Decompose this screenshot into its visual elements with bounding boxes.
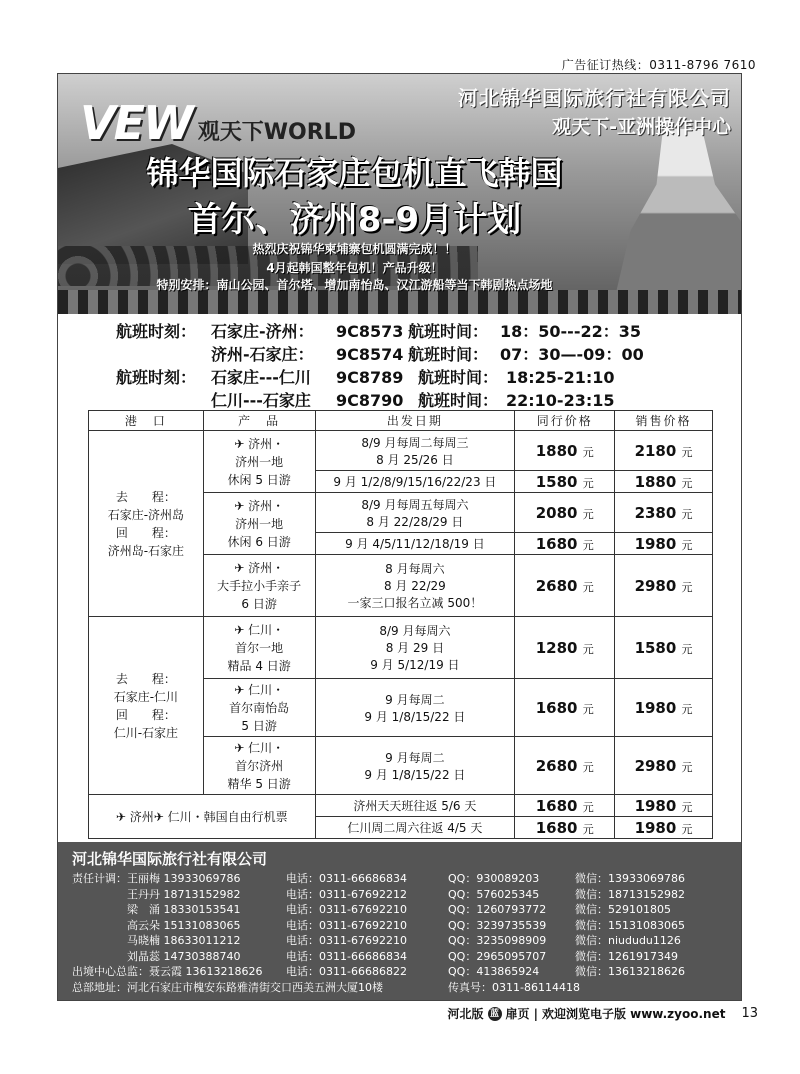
- contact-row: [72, 949, 727, 965]
- tagline-1: 热烈庆祝锦华柬埔寨包机圆满完成！！: [252, 242, 457, 256]
- date-cell: 9 月每周二 9 月 1/8/15/22 日: [315, 737, 515, 795]
- contact-wechat: 微信：15131083065: [575, 918, 685, 932]
- date-cell: 9 月 4/5/11/12/18/19 日: [315, 533, 515, 555]
- table-row: [89, 795, 713, 817]
- contact-row: [72, 933, 727, 949]
- pattern-strip: [58, 290, 741, 314]
- contact-qq: QQ：930089203: [448, 872, 540, 885]
- sale-price: 1880 元: [615, 471, 713, 493]
- col-product: 产 品: [203, 411, 315, 431]
- contact-phone: 电话：0311-66686834: [286, 872, 407, 885]
- col-port: 港 口: [89, 411, 204, 431]
- flight-row: [116, 389, 741, 412]
- flight-schedule: [58, 314, 741, 412]
- flight-time-label: 航班时间：: [408, 345, 489, 364]
- contact-name: 梁 涌 18330153541: [72, 903, 241, 916]
- flight-code: 9C8573: [336, 322, 404, 341]
- contact-name: 出境中心总监：聂云霞 13613218626: [72, 965, 263, 978]
- headline-1: 锦华国际石家庄包机直飞韩国: [146, 154, 563, 192]
- contact-phone: 电话：0311-67692210: [286, 934, 407, 947]
- address: 总部地址：河北石家庄市槐安东路雅清街交口西美五洲大厦10楼: [72, 980, 383, 994]
- flight-label: 航班时刻：: [116, 322, 197, 341]
- logo-main: VEW: [80, 96, 192, 150]
- flight-row: [116, 343, 741, 366]
- ad-hotline: 广告征订热线：0311-8796 7610: [561, 58, 756, 72]
- contact-phone: 电话：0311-66686822: [286, 965, 407, 978]
- contact-footer: [58, 842, 741, 1000]
- sale-price: 2380 元: [615, 493, 713, 533]
- col-peer-price: 同行价格: [515, 411, 615, 431]
- product-cell: ✈ 济州・ 济州一地 休闲 5 日游: [203, 431, 315, 493]
- contact-phone: 电话：0311-67692210: [286, 918, 407, 932]
- peer-price: 1680 元: [515, 533, 615, 555]
- contact-qq: QQ：3239735539: [448, 918, 547, 932]
- contact-wechat: 微信：18713152982: [575, 887, 685, 901]
- sale-price: 1580 元: [615, 617, 713, 679]
- product-cell: ✈ 济州・ 大手拉小手亲子 6 日游: [203, 555, 315, 617]
- tagline-2: 4月起韩国整年包机！产品升级！: [266, 261, 443, 275]
- flight-route: 石家庄-济州：: [211, 322, 314, 341]
- table-row: [89, 431, 713, 471]
- date-cell: 9 月每周二 9 月 1/8/15/22 日: [315, 679, 515, 737]
- contact-row: [72, 871, 727, 887]
- peer-price: 2680 元: [515, 555, 615, 617]
- date-cell: 8/9 月每周五每周六 8 月 22/28/29 日: [315, 493, 515, 533]
- contact-wechat: 微信：niududu1126: [575, 934, 681, 947]
- contact-qq: QQ：1260793772: [448, 903, 547, 916]
- logo-sub: 观天下WORLD: [197, 120, 356, 145]
- contact-name: 王丹丹 18713152982: [72, 887, 241, 901]
- ad-page: [57, 73, 742, 1001]
- sale-price: 1980 元: [615, 817, 713, 839]
- date-cell: 济州天天班往返 5/6 天: [315, 795, 515, 817]
- contact-list: [72, 871, 727, 980]
- product-cell: ✈ 仁川・ 首尔济州 精华 5 日游: [203, 737, 315, 795]
- flight-time: 18:25-21:10: [506, 368, 615, 387]
- peer-price: 2080 元: [515, 493, 615, 533]
- flight-route: 济州-石家庄：: [211, 345, 314, 364]
- flight-route: 仁川---石家庄: [211, 391, 311, 410]
- flight-time: 22:10-23:15: [506, 391, 615, 410]
- peer-price: 1580 元: [515, 471, 615, 493]
- edition: 河北版: [447, 1007, 484, 1021]
- free-ticket-cell: ✈ 济州✈ 仁川・韩国自由行机票: [89, 795, 316, 839]
- peer-price: 1680 元: [515, 679, 615, 737]
- sale-price: 1980 元: [615, 533, 713, 555]
- product-cell: ✈ 仁川・ 首尔一地 精品 4 日游: [203, 617, 315, 679]
- page-number: 13: [741, 1006, 758, 1021]
- sale-price: 2980 元: [615, 737, 713, 795]
- contact-name: 刘晶蕊 14730388740: [72, 949, 241, 963]
- peer-price: 2680 元: [515, 737, 615, 795]
- contact-row: [72, 887, 727, 903]
- welcome-text: 欢迎浏览电子版 www.zyoo.net: [541, 1007, 726, 1021]
- page-footer: 河北版 蓝 扉页 | 欢迎浏览电子版 www.zyoo.net 13: [447, 1006, 758, 1021]
- flight-time-label: 航班时间：: [408, 322, 489, 341]
- footer-title: 河北锦华国际旅行社有限公司: [72, 850, 268, 868]
- date-cell: 8/9 月每周六 8 月 29 日 9 月 5/12/19 日: [315, 617, 515, 679]
- date-cell: 8/9 月每周二每周三 8 月 25/26 日: [315, 431, 515, 471]
- flight-label: 航班时刻：: [116, 368, 197, 387]
- product-cell: ✈ 仁川・ 首尔南怡岛 5 日游: [203, 679, 315, 737]
- contact-wechat: 微信：529101805: [575, 903, 671, 916]
- port-cell: 去 程： 石家庄-仁川 回 程： 仁川-石家庄: [89, 617, 204, 795]
- col-sale-price: 销售价格: [615, 411, 713, 431]
- contact-wechat: 微信：13613218626: [575, 965, 685, 978]
- date-cell: 8 月每周六 8 月 22/29 一家三口报名立减 500！: [315, 555, 515, 617]
- contact-phone: 电话：0311-66686834: [286, 949, 407, 963]
- flight-code: 9C8789: [336, 368, 404, 387]
- flight-time-label: 航班时间：: [418, 391, 499, 410]
- contact-qq: QQ：413865924: [448, 965, 540, 978]
- edition-badge-icon: 蓝: [488, 1007, 502, 1021]
- table-row: [89, 617, 713, 679]
- peer-price: 1680 元: [515, 817, 615, 839]
- vew-logo: [80, 96, 356, 150]
- peer-price: 1280 元: [515, 617, 615, 679]
- contact-name: 马晓楠 18633011212: [72, 934, 241, 947]
- contact-row: [72, 964, 727, 980]
- contact-name: 责任计调：王丽梅 13933069786: [72, 872, 241, 885]
- contact-name: 高云朵 15131083065: [72, 918, 241, 932]
- contact-qq: QQ：3235098909: [448, 934, 547, 947]
- section-name: 扉页: [505, 1007, 530, 1021]
- contact-wechat: 微信：1261917349: [575, 949, 678, 963]
- fax: 传真号：0311-86114418: [448, 980, 580, 994]
- sale-price: 1980 元: [615, 795, 713, 817]
- operation-center: 观天下-亚洲操作中心: [552, 116, 731, 138]
- flight-row: [116, 320, 741, 343]
- flight-time-label: 航班时间：: [418, 368, 499, 387]
- contact-row: [72, 918, 727, 934]
- flight-time: 07：30—-09：00: [500, 345, 644, 364]
- port-cell: 去 程： 石家庄-济州岛 回 程： 济州岛-石家庄: [89, 431, 204, 617]
- flight-row: [116, 366, 741, 389]
- contact-phone: 电话：0311-67692212: [286, 887, 407, 901]
- price-table: [88, 410, 713, 839]
- date-cell: 9 月 1/2/8/9/15/16/22/23 日: [315, 471, 515, 493]
- peer-price: 1880 元: [515, 431, 615, 471]
- flight-time: 18：50---22：35: [500, 322, 641, 341]
- date-cell: 仁川周二周六往返 4/5 天: [315, 817, 515, 839]
- peer-price: 1680 元: [515, 795, 615, 817]
- address-row: [72, 980, 727, 996]
- contact-wechat: 微信：13933069786: [575, 872, 685, 885]
- tagline-3: 特别安排：南山公园、首尔塔、增加南怡岛、汉江游船等当下韩剧热点场地: [156, 278, 553, 292]
- flight-route: 石家庄---仁川: [211, 368, 311, 387]
- sale-price: 1980 元: [615, 679, 713, 737]
- product-cell: ✈ 济州・ 济州一地 休闲 6 日游: [203, 493, 315, 555]
- contact-qq: QQ：576025345: [448, 887, 540, 901]
- sale-price: 2180 元: [615, 431, 713, 471]
- contact-phone: 电话：0311-67692210: [286, 903, 407, 916]
- contact-qq: QQ：2965095707: [448, 949, 547, 963]
- banner: [58, 74, 741, 314]
- col-dates: 出发日期: [315, 411, 515, 431]
- company-name: 河北锦华国际旅行社有限公司: [458, 86, 731, 110]
- flight-code: 9C8790: [336, 391, 404, 410]
- flight-code: 9C8574: [336, 345, 404, 364]
- contact-row: [72, 902, 727, 918]
- headline-2: 首尔、济州8-9月计划: [187, 200, 522, 240]
- sale-price: 2980 元: [615, 555, 713, 617]
- table-header-row: [89, 411, 713, 431]
